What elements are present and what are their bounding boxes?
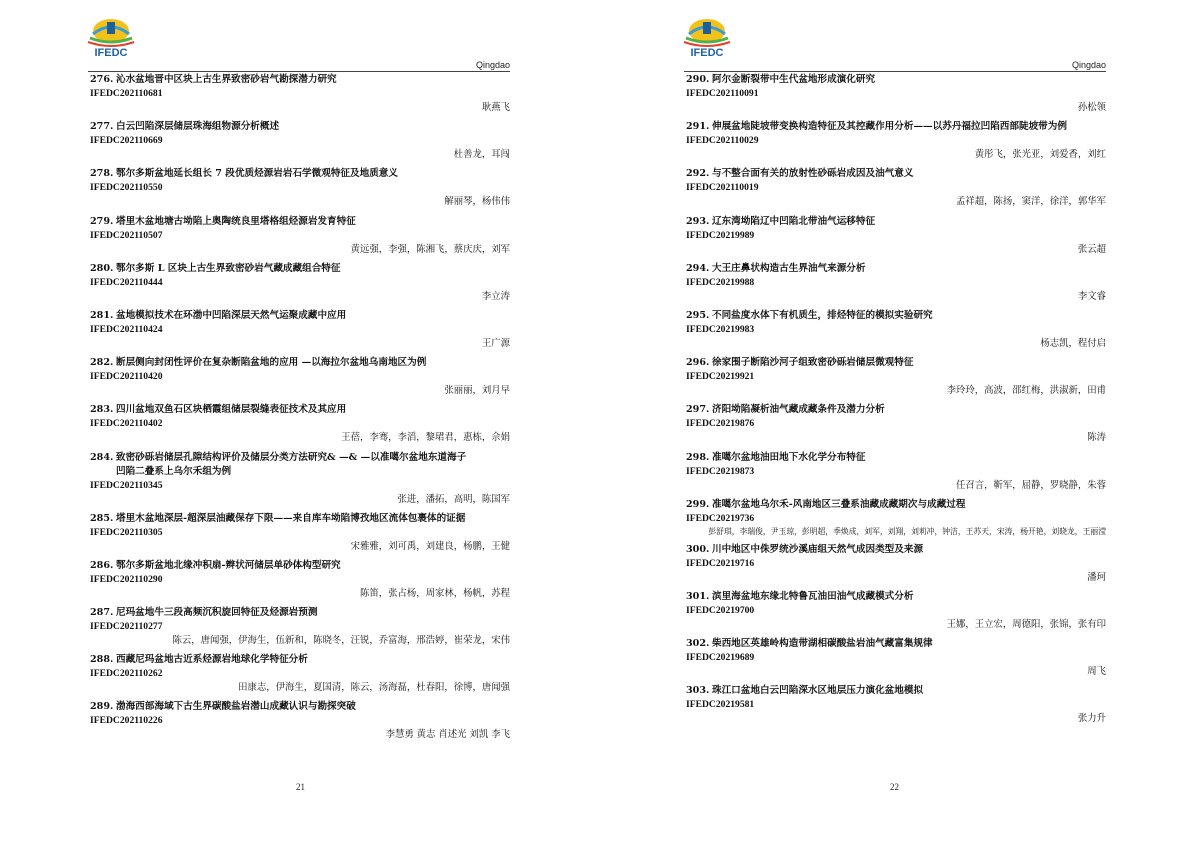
paper-authors: 陈云，唐闻强，伊海生，伍新和，陈晓冬，汪锐，乔富海，邢浩婷，崔荣龙，宋伟 xyxy=(172,635,510,647)
paper-authors: 解丽琴，杨伟伟 xyxy=(444,196,510,208)
paper-entry xyxy=(90,73,510,115)
entry-number: 294. xyxy=(686,262,710,274)
entry-number: 282. xyxy=(90,357,114,369)
title-text: 阿尔金断裂带中生代盆地形成演化研究 xyxy=(712,74,876,85)
entry-number: 287. xyxy=(90,607,114,619)
paper-code: IFEDC20219921 xyxy=(686,371,755,383)
paper-entry xyxy=(90,262,510,304)
entry-number: 293. xyxy=(686,215,710,227)
ifedc-logo xyxy=(76,16,146,58)
entry-number: 302. xyxy=(686,638,710,650)
paper-title xyxy=(90,262,510,276)
title-text: 塔里木盆地塘古坳陷上奥陶统良里塔格组烃源岩发育特征 xyxy=(116,215,356,227)
paper-code: IFEDC202110226 xyxy=(90,715,163,727)
page-number: 22 xyxy=(890,782,899,792)
entry-number: 289. xyxy=(90,701,114,713)
paper-authors: 孟祥超，陈扬，窦洋，徐洋，郭华军 xyxy=(955,196,1106,208)
page-number: 21 xyxy=(296,782,305,792)
paper-entry xyxy=(686,590,1106,632)
title-text: 滨里海盆地东缘北特鲁瓦油田油气成藏模式分析 xyxy=(712,591,914,603)
paper-title xyxy=(686,262,1106,276)
paper-authors: 孙松领 xyxy=(1077,102,1106,113)
paper-entry xyxy=(686,498,1106,538)
title-text: 渤海西部海域下古生界碳酸盐岩潜山成藏认识与勘探突破 xyxy=(116,701,356,713)
paper-title xyxy=(90,215,510,229)
paper-authors: 张力升 xyxy=(1077,713,1106,725)
paper-entry xyxy=(686,120,1106,162)
paper-code: IFEDC202110402 xyxy=(90,418,163,430)
paper-authors: 杨志凯，程付启 xyxy=(1040,337,1106,349)
title-text: 济阳坳陷凝析油气藏成藏条件及潜力分析 xyxy=(712,404,885,416)
paper-code: IFEDC20219581 xyxy=(686,699,755,711)
paper-entry xyxy=(686,73,1106,115)
paper-code: IFEDC202110091 xyxy=(686,88,759,99)
paper-authors: 张丽丽，刘月早 xyxy=(444,385,510,397)
title-text: 大王庄鼻状构造古生界油气来源分析 xyxy=(712,262,866,274)
paper-code: IFEDC20219873 xyxy=(686,465,755,477)
title-text: 不同盐度水体下有机质生，排烃特征的模拟实验研究 xyxy=(712,309,933,321)
paper-title xyxy=(90,356,510,370)
paper-entry xyxy=(90,215,510,257)
title-text: 致密砂砾岩储层孔隙结构评价及储层分类方法研究& —& —以准噶尔盆地东道海子 xyxy=(116,451,467,463)
paper-authors: 周飞 xyxy=(1087,666,1106,678)
paper-code: IFEDC20219988 xyxy=(686,276,755,288)
header-location: Qingdao xyxy=(475,60,510,70)
paper-title xyxy=(686,498,1106,512)
paper-code: IFEDC202110290 xyxy=(90,573,163,585)
entry-number: 295. xyxy=(686,309,710,321)
entry-number: 298. xyxy=(686,451,710,463)
title-text: 辽东湾坳陷辽中凹陷北带油气运移特征 xyxy=(712,215,876,227)
svg-text:IFEDC: IFEDC xyxy=(690,47,724,58)
paper-code: IFEDC20219736 xyxy=(686,512,755,524)
paper-entry xyxy=(686,543,1106,585)
entry-number: 303. xyxy=(686,685,710,697)
paper-code: IFEDC202110444 xyxy=(90,276,163,288)
paper-entry xyxy=(90,403,510,445)
paper-authors: 李慧勇 黄志 肖述光 刘凯 李飞 xyxy=(385,729,510,741)
title-text: 鄂尔多斯盆地延长组长 7 段优质烃源岩岩石学微观特征及地质意义 xyxy=(116,168,398,180)
entry-number: 280. xyxy=(90,262,114,274)
title-text: 鄂尔多斯 L 区块上古生界致密砂岩气藏成藏组合特征 xyxy=(116,262,341,274)
paper-entry xyxy=(686,637,1106,679)
paper-authors: 张进，潘拓，高明，陈国军 xyxy=(397,493,510,505)
paper-code: IFEDC202110305 xyxy=(90,526,163,538)
paper-authors: 王蓓，李骞，李滔，黎珺君，惠栋，佘娟 xyxy=(341,432,510,444)
paper-entry xyxy=(90,700,510,742)
paper-authors: 彭舒琪，李瑞俊，尹玉琼，彭明超，季焕成，刘军，刘翔，刘莉冲，钟洁，王苏天，宋涛，杨开艳，刘晓龙，王丽滢 xyxy=(708,526,1106,536)
paper-title xyxy=(686,637,1106,651)
paper-title xyxy=(686,120,1106,134)
title-text: 准噶尔盆地乌尔禾-风南地区三叠系油藏成藏期次与成藏过程 xyxy=(712,498,966,510)
paper-code: IFEDC202110669 xyxy=(90,135,163,147)
entry-number: 301. xyxy=(686,591,710,603)
paper-title xyxy=(90,606,510,620)
entry-number: 286. xyxy=(90,559,114,571)
entry-number: 276. xyxy=(90,74,114,85)
paper-entry xyxy=(686,403,1106,445)
title-text: 尼玛盆地牛三段高频沉积旋回特征及烃源岩预测 xyxy=(116,607,318,619)
paper-code: IFEDC202110262 xyxy=(90,668,163,680)
entry-number: 279. xyxy=(90,215,114,227)
title-text: 四川盆地双鱼石区块栖霞组储层裂缝表征技术及其应用 xyxy=(116,404,347,416)
paper-code: IFEDC20219876 xyxy=(686,418,755,430)
paper-title xyxy=(90,167,510,181)
entry-number: 296. xyxy=(686,357,710,369)
paper-authors: 黄远强，李强，陈湘飞，蔡庆庆，刘军 xyxy=(350,243,510,255)
paper-title xyxy=(686,73,1106,87)
paper-entry xyxy=(90,120,510,162)
entry-number: 281. xyxy=(90,309,114,321)
paper-code: IFEDC202110424 xyxy=(90,323,163,335)
paper-code: IFEDC20219989 xyxy=(686,229,755,241)
paper-title xyxy=(686,309,1106,323)
paper-title xyxy=(686,403,1106,417)
paper-code: IFEDC202110420 xyxy=(90,371,163,383)
paper-authors: 陈笛，张占杨，周家林，杨帆，苏程 xyxy=(359,587,510,599)
paper-authors: 李文睿 xyxy=(1077,290,1106,302)
paper-authors: 杜善龙，耳闯 xyxy=(453,149,510,161)
entry-number: 284. xyxy=(90,451,114,463)
paper-title xyxy=(90,700,510,714)
paper-title xyxy=(686,451,1106,465)
title-text: 徐家围子断陷沙河子组致密砂砾岩储层微观特征 xyxy=(712,357,914,369)
title-text: 断层侧向封闭性评价在复杂断陷盆地的应用 —以海拉尔盆地乌南地区为例 xyxy=(116,357,427,369)
paper-entry xyxy=(686,451,1106,493)
paper-authors: 任召言，靳军，屈静，罗晓静，朱蓉 xyxy=(955,479,1106,491)
paper-authors: 潘珂 xyxy=(1087,571,1106,583)
paper-code: IFEDC20219716 xyxy=(686,557,755,569)
title-text: 沁水盆地晋中区块上古生界致密砂岩气勘探潜力研究 xyxy=(116,74,337,85)
paper-authors: 张云超 xyxy=(1077,243,1106,255)
paper-authors: 耿燕飞 xyxy=(481,102,510,113)
header-rule xyxy=(88,71,510,72)
paper-code: IFEDC202110029 xyxy=(686,135,759,147)
entry-number: 297. xyxy=(686,404,710,416)
paper-authors: 王广源 xyxy=(481,337,510,349)
title-text: 伸展盆地陡坡带变换构造特征及其控藏作用分析——以苏丹福拉凹陷西部陡坡带为例 xyxy=(712,121,1067,133)
svg-text:IFEDC: IFEDC xyxy=(94,47,128,58)
title-text: 西藏尼玛盆地古近系烃源岩地球化学特征分析 xyxy=(116,654,308,666)
paper-entry xyxy=(90,559,510,601)
title-text: 与不整合面有关的放射性砂砾岩成因及油气意义 xyxy=(712,168,914,180)
paper-entry xyxy=(90,606,510,648)
paper-title xyxy=(686,684,1106,698)
paper-code: IFEDC202110507 xyxy=(90,229,163,241)
paper-title xyxy=(90,309,510,323)
entry-number: 299. xyxy=(686,498,710,510)
entry-number: 278. xyxy=(90,168,114,180)
paper-code: IFEDC20219700 xyxy=(686,605,755,617)
paper-title xyxy=(686,215,1106,229)
title-text: 珠江口盆地白云凹陷深水区地层压力演化盆地模拟 xyxy=(712,685,924,697)
paper-title xyxy=(686,167,1106,181)
paper-title xyxy=(90,403,510,417)
header-location: Qingdao xyxy=(1071,60,1106,70)
title-text: 鄂尔多斯盆地北缘冲积扇-辫状河储层单砂体构型研究 xyxy=(116,559,341,571)
paper-entry xyxy=(90,309,510,351)
paper-entry xyxy=(686,215,1106,257)
paper-entry xyxy=(90,653,510,695)
paper-code: IFEDC202110019 xyxy=(686,182,759,194)
paper-authors: 李玲玲，高波，邵红梅，洪淑新，田甫 xyxy=(946,385,1106,397)
entry-number: 291. xyxy=(686,121,710,133)
paper-title xyxy=(90,120,510,134)
entry-number: 288. xyxy=(90,654,114,666)
paper-entry xyxy=(686,684,1106,726)
paper-entry xyxy=(90,451,510,507)
entry-list xyxy=(90,73,510,748)
paper-authors: 田康志，伊海生，夏国清，陈云，汤海磊，杜春阳，徐博，唐闻强 xyxy=(238,682,510,694)
paper-code: IFEDC202110550 xyxy=(90,182,163,194)
entry-number: 277. xyxy=(90,121,114,133)
paper-entry xyxy=(90,167,510,209)
paper-entry xyxy=(686,309,1106,351)
paper-title xyxy=(90,451,510,479)
title-text: 柴西地区英雄岭构造带湖相碳酸盐岩油气藏富集规律 xyxy=(712,638,933,650)
paper-entry xyxy=(90,356,510,398)
title-text: 塔里木盆地深层-超深层油藏保存下限——来自库车坳陷博孜地区流体包裹体的证据 xyxy=(116,512,466,524)
entry-number: 300. xyxy=(686,543,710,555)
paper-title xyxy=(90,512,510,526)
paper-code: IFEDC20219689 xyxy=(686,652,755,664)
paper-entry xyxy=(686,356,1106,398)
paper-title xyxy=(686,590,1106,604)
paper-title xyxy=(90,653,510,667)
title-text: 准噶尔盆地油田地下水化学分布特征 xyxy=(712,451,866,463)
paper-authors: 宋雅雅，刘可禹，刘建良，杨鹏，王健 xyxy=(350,540,510,552)
paper-authors: 王娜，王立宏，周德阳，张锦，张有印 xyxy=(946,619,1106,631)
paper-code: IFEDC202110345 xyxy=(90,479,163,491)
paper-authors: 黄彤飞，张光亚，刘爱香，刘红 xyxy=(974,149,1106,161)
paper-entry xyxy=(686,262,1106,304)
title-text: 川中地区中侏罗统沙溪庙组天然气成因类型及来源 xyxy=(712,543,924,555)
paper-title xyxy=(90,73,510,87)
paper-title xyxy=(686,356,1106,370)
right-page xyxy=(596,0,1191,842)
paper-title xyxy=(686,543,1106,557)
entry-number: 283. xyxy=(90,404,114,416)
paper-code: IFEDC202110277 xyxy=(90,621,163,633)
paper-authors: 陈涛 xyxy=(1087,432,1106,444)
paper-code: IFEDC202110681 xyxy=(90,88,163,99)
paper-code: IFEDC20219983 xyxy=(686,323,755,335)
entry-number: 290. xyxy=(686,74,710,85)
entry-number: 292. xyxy=(686,168,710,180)
title-text: 白云凹陷深层储层珠海组物源分析概述 xyxy=(116,121,280,133)
entry-list xyxy=(686,73,1106,732)
entry-number: 285. xyxy=(90,512,114,524)
ifedc-logo xyxy=(672,16,742,58)
title-text-continued: 凹陷二叠系上乌尔禾组为例 xyxy=(116,465,232,477)
paper-title xyxy=(90,559,510,573)
title-text: 盆地模拟技术在环渤中凹陷深层天然气运聚成藏中应用 xyxy=(116,309,347,321)
header-rule xyxy=(684,71,1106,72)
paper-entry xyxy=(90,512,510,554)
paper-entry xyxy=(686,167,1106,209)
paper-authors: 李立涛 xyxy=(481,290,510,302)
